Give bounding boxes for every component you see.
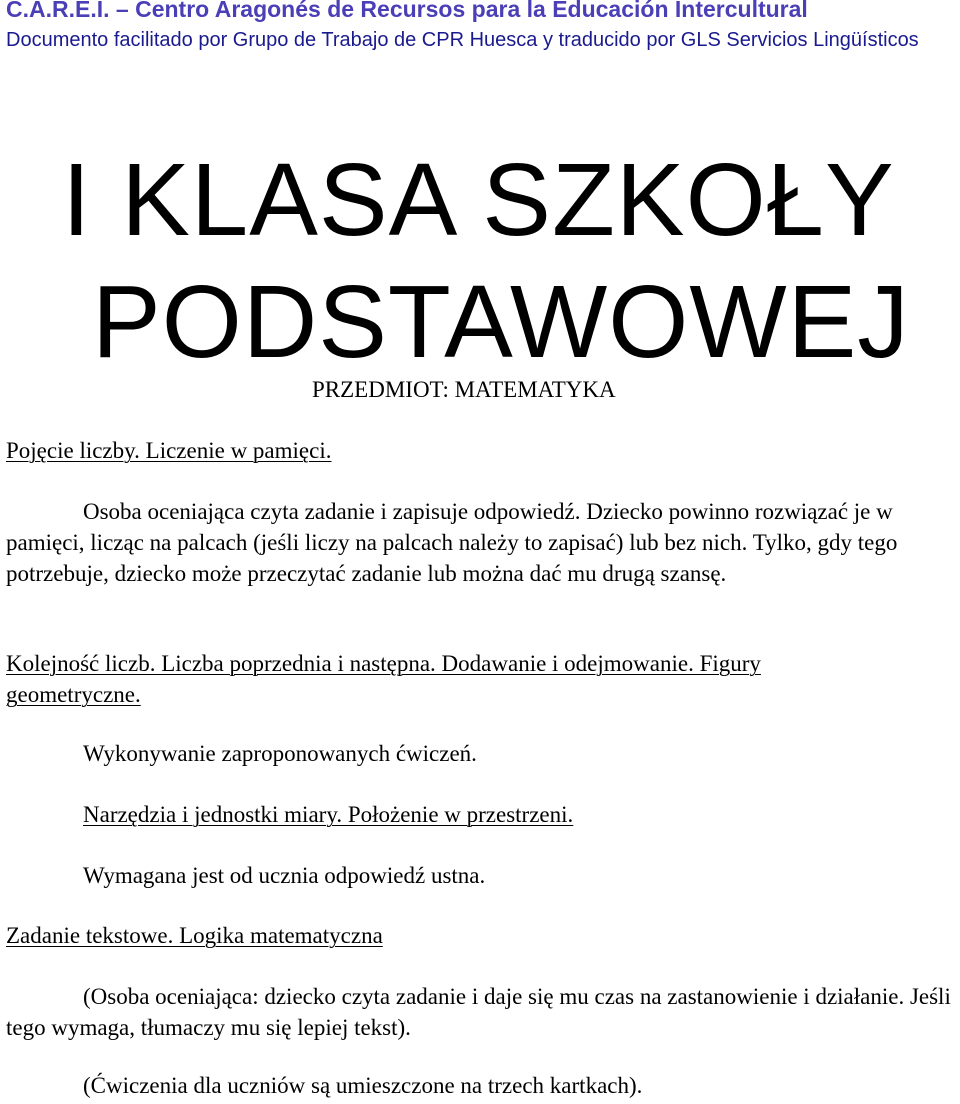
section-instruction-measurement: Wymagana jest od ucznia odpowiedź ustna. [83,863,486,888]
section-instruction-word-problem: (Osoba oceniająca: dziecko czyta zadanie i daje się mu czas na zastanowienie i działanie. Jeśli tego wymaga, tłumaczy mu się lepiej tekst). [6,984,951,1040]
header-org-title: C.A.R.E.I. – Centro Aragonés de Recursos para la Educación Intercultural [6,0,808,22]
document-title-line-1: I KLASA SZKOŁY [62,142,895,257]
section-instruction-number-concept: Osoba oceniająca czyta zadanie i zapisuje odpowiedź. Dziecko powinno rozwiązać je w pamięci, licząc na palcach (jeśli liczy na palcach należy to zapisać) lub bez nich. Tylko, gdy tego potrzebuje, dziecko może przeczytać zadanie lub można dać mu drugą szansę. [6,499,898,586]
header-credit: Documento facilitado por Grupo de Trabajo de CPR Huesca y traducido por GLS Servicios Lingüísticos [6,29,919,51]
subject-label: PRZEDMIOT: MATEMATYKA [312,377,616,402]
section-heading-measurement: Narzędzia i jednostki miary. Położenie w przestrzeni. [83,802,574,827]
section-heading-number-concept: Pojęcie liczby. Liczenie w pamięci. [6,438,332,463]
section-instruction-number-order: Wykonywanie zaproponowanych ćwiczeń. [83,741,477,766]
section-heading-word-problem: Zadanie tekstowe. Logika matematyczna [6,923,383,948]
section-heading-number-order: Kolejność liczb. Liczba poprzednia i następna. Dodawanie i odejmowanie. Figury geometryczne. [6,651,761,707]
document-title-line-2: PODSTAWOWEJ [92,264,910,379]
footer-note: (Ćwiczenia dla uczniów są umieszczone na trzech kartkach). [83,1073,643,1098]
